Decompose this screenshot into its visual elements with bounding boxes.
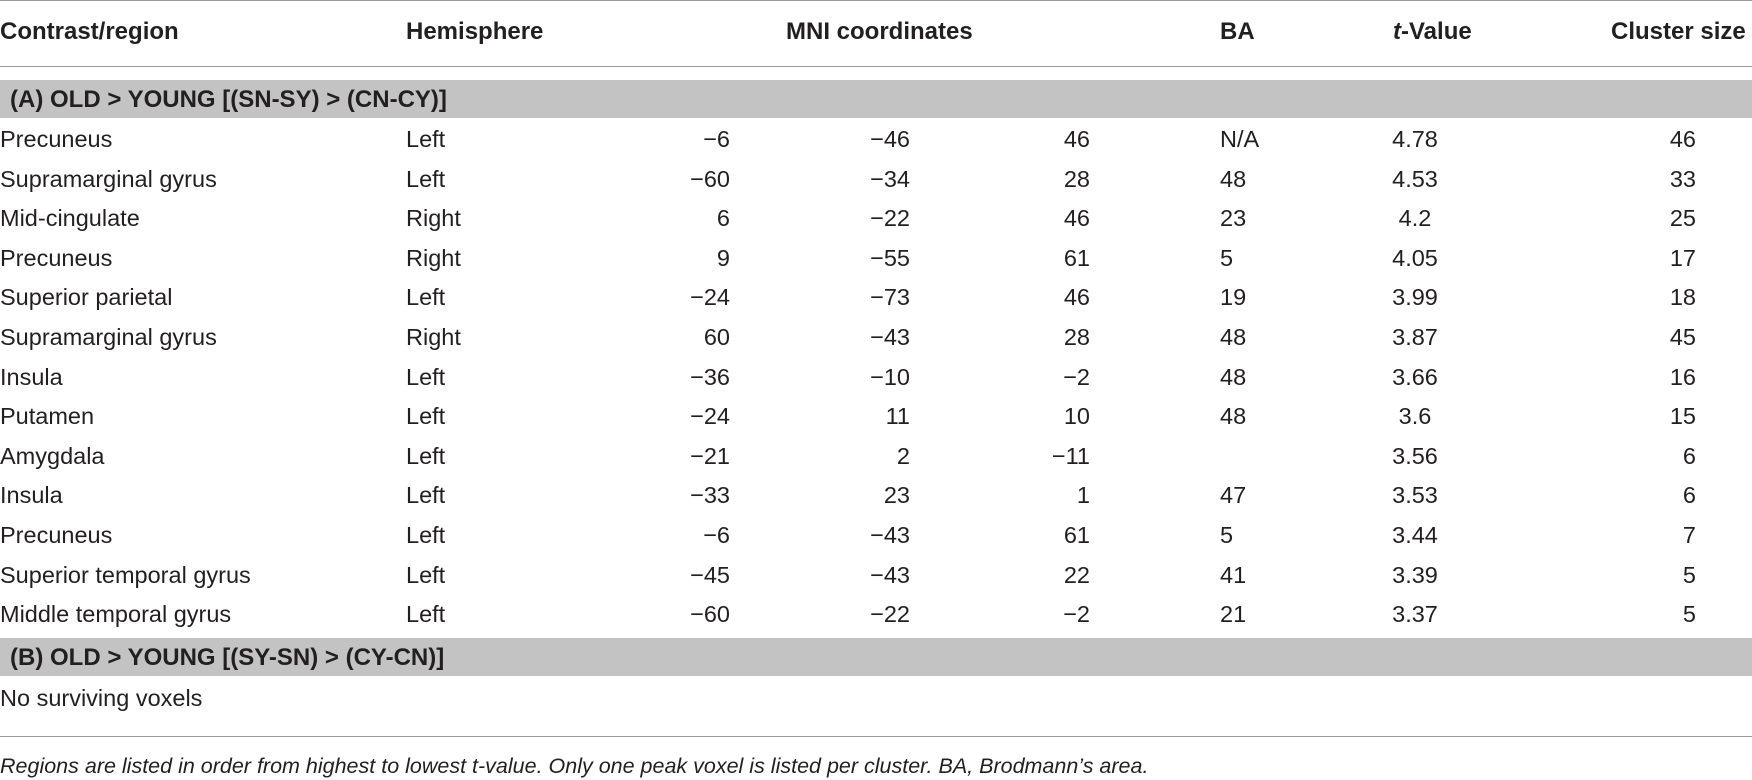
cell-t-value: 3.53 [1392, 482, 1438, 509]
cell-mni-y: −46 [870, 126, 910, 152]
cell-mni-z: 28 [1063, 165, 1090, 192]
cell-mni-x: −24 [690, 284, 730, 311]
cell-t-value: 3.39 [1392, 561, 1438, 588]
cell-region: Insula [0, 363, 63, 390]
cell-mni-y: 2 [896, 442, 910, 469]
cell-mni-z: 28 [1063, 324, 1090, 350]
cell-hemisphere: Left [406, 403, 446, 430]
cell-ba: 47 [1220, 482, 1247, 509]
cell-hemisphere: Right [406, 244, 461, 271]
cell-mni-z: 10 [1063, 403, 1090, 430]
cell-hemisphere: Left [406, 284, 446, 311]
header-t-rest: -Value [1401, 18, 1472, 45]
cell-ba: 5 [1220, 522, 1234, 548]
header-cluster-size: Cluster size [1611, 18, 1746, 45]
cell-region: Superior temporal gyrus [0, 561, 251, 588]
cell-ba: N/A [1220, 126, 1260, 152]
cell-t-value: 3.56 [1392, 442, 1438, 469]
cell-cluster-size: 46 [1669, 126, 1696, 152]
cell-mni-x: 60 [703, 324, 730, 350]
cell-mni-y: −10 [870, 363, 910, 390]
cell-mni-x: −45 [690, 561, 730, 588]
cell-region: Putamen [0, 403, 95, 430]
cell-ba: 21 [1220, 601, 1247, 628]
cell-region: Precuneus [0, 126, 113, 152]
cell-region: Insula [0, 482, 63, 509]
cell-region: Supramarginal gyrus [0, 165, 217, 192]
cell-region: Precuneus [0, 522, 113, 548]
cell-cluster-size: 17 [1669, 244, 1696, 271]
cell-hemisphere: Right [406, 205, 461, 232]
cell-hemisphere: Left [406, 522, 446, 548]
cell-hemisphere: Left [406, 442, 446, 469]
header-mni: MNI coordinates [786, 18, 973, 45]
cell-mni-x: 9 [716, 244, 730, 271]
table-bottom-rule [0, 736, 1752, 737]
cell-cluster-size: 33 [1669, 165, 1696, 192]
cell-cluster-size: 15 [1669, 403, 1696, 430]
cell-cluster-size: 5 [1682, 601, 1696, 628]
cell-t-value: 3.99 [1392, 284, 1438, 311]
section-b-label: (B) OLD > YOUNG [(SY-SN) > (CY-CN)] [10, 644, 445, 671]
cell-mni-z: 46 [1063, 205, 1090, 232]
section-b-note: No surviving voxels [0, 685, 203, 711]
cell-cluster-size: 6 [1682, 442, 1696, 469]
cell-hemisphere: Left [406, 561, 446, 588]
cell-ba: 48 [1220, 363, 1247, 390]
cell-mni-z: 46 [1063, 126, 1090, 152]
header-bottom-rule [0, 66, 1752, 67]
cell-mni-x: −21 [690, 442, 730, 469]
cell-mni-x: −36 [690, 363, 730, 390]
cell-mni-x: 6 [716, 205, 730, 232]
cell-t-value: 3.66 [1392, 363, 1438, 390]
cell-ba: 19 [1220, 284, 1247, 311]
cell-hemisphere: Left [406, 126, 446, 152]
cell-mni-x: −24 [690, 403, 730, 430]
cell-mni-z: −2 [1063, 601, 1090, 628]
cell-mni-y: −22 [870, 601, 910, 628]
cell-region: Middle temporal gyrus [0, 601, 232, 628]
cell-ba: 48 [1220, 324, 1247, 350]
cell-ba: 48 [1220, 403, 1247, 430]
cell-cluster-size: 45 [1669, 324, 1696, 350]
cell-t-value: 3.37 [1392, 601, 1438, 628]
cell-t-value: 4.78 [1392, 126, 1438, 152]
cell-t-value: 4.05 [1392, 244, 1438, 271]
cell-mni-y: −43 [870, 324, 910, 350]
cell-mni-z: 46 [1063, 284, 1090, 311]
cell-mni-z: −2 [1063, 363, 1090, 390]
cell-mni-y: −22 [870, 205, 910, 232]
cell-cluster-size: 5 [1682, 561, 1696, 588]
cell-hemisphere: Left [406, 601, 446, 628]
cell-region: Amygdala [0, 442, 105, 469]
section-a-label: (A) OLD > YOUNG [(SN-SY) > (CN-CY)] [10, 86, 447, 113]
table-top-rule [0, 0, 1752, 1]
cell-hemisphere: Left [406, 165, 446, 192]
cell-mni-y: −73 [870, 284, 910, 311]
cell-t-value: 3.6 [1398, 403, 1432, 430]
cell-ba: 5 [1220, 244, 1234, 271]
cell-cluster-size: 16 [1669, 363, 1696, 390]
cell-mni-x: −6 [703, 126, 730, 152]
cell-mni-z: 1 [1076, 482, 1090, 509]
header-ba: BA [1220, 18, 1255, 45]
cell-cluster-size: 7 [1682, 522, 1696, 548]
table-footnote: Regions are listed in order from highest to lowest t-value. Only one peak voxel is listed per cluster. BA, Brodmann’s area. [0, 754, 1149, 778]
cell-mni-y: −43 [870, 561, 910, 588]
cell-region: Superior parietal [0, 284, 173, 311]
header-hemisphere: Hemisphere [406, 18, 544, 45]
header-t-value [1393, 18, 1472, 46]
cell-mni-x: −60 [690, 601, 730, 628]
cell-hemisphere: Right [406, 324, 461, 350]
cell-mni-y: 11 [885, 403, 910, 430]
cell-t-value: 3.44 [1392, 522, 1438, 548]
cell-region: Precuneus [0, 244, 113, 271]
cell-ba: 23 [1220, 205, 1247, 232]
cell-mni-z: 22 [1063, 561, 1090, 588]
cell-cluster-size: 6 [1682, 482, 1696, 509]
cell-mni-y: −43 [870, 522, 910, 548]
cell-cluster-size: 18 [1669, 284, 1696, 311]
cell-t-value: 3.87 [1392, 324, 1438, 350]
cell-region: Mid-cingulate [0, 205, 140, 232]
cell-mni-x: −6 [703, 522, 730, 548]
cell-mni-y: −34 [870, 165, 910, 192]
header-region: Contrast/region [0, 18, 179, 45]
cell-t-value: 4.53 [1392, 165, 1438, 192]
cell-region: Supramarginal gyrus [0, 324, 217, 350]
cell-mni-z: 61 [1063, 522, 1090, 548]
cell-mni-x: −33 [690, 482, 730, 509]
cell-mni-y: −55 [870, 244, 910, 271]
cell-mni-y: 23 [883, 482, 910, 509]
cell-cluster-size: 25 [1669, 205, 1696, 232]
cell-mni-x: −60 [690, 165, 730, 192]
cell-hemisphere: Left [406, 363, 446, 390]
header-t-italic: t [1393, 18, 1401, 45]
cell-t-value: 4.2 [1398, 205, 1432, 232]
cell-ba: 48 [1220, 165, 1247, 192]
cell-hemisphere: Left [406, 482, 446, 509]
cell-ba: 41 [1220, 561, 1247, 588]
cell-mni-z: −11 [1051, 442, 1090, 469]
cell-mni-z: 61 [1063, 244, 1090, 271]
